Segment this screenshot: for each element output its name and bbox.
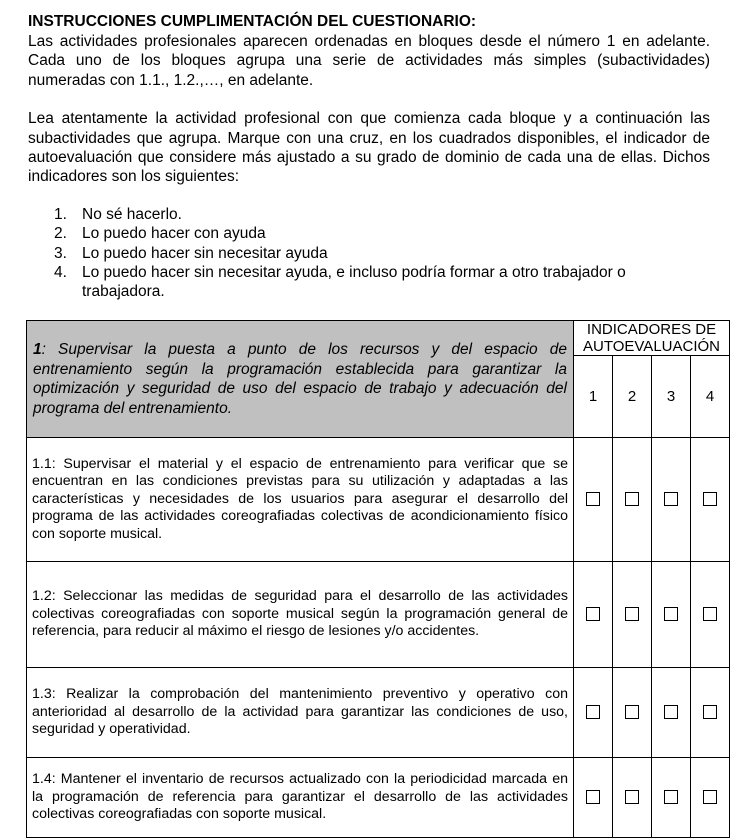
indicator-item — [54, 263, 710, 302]
indicator-number: 2. — [54, 225, 67, 243]
activity-header-cell — [27, 321, 574, 438]
column-header-4: 4 — [691, 356, 730, 438]
checkbox-cell — [691, 438, 730, 562]
activity-text: : Supervisar la puesta a punto de los recursos y del espacio de entrenamiento según la programación establecida para garantizar la optimización y seguridad de uso del espacio de trabajo y adecuación del programa del entrenamiento. — [33, 341, 567, 417]
indicators-header: INDICADORES DE AUTOEVALUACIÓN — [574, 321, 730, 356]
column-header-3: 3 — [652, 356, 691, 438]
indicator-number: 4. — [54, 264, 67, 282]
checkbox-cell — [613, 562, 652, 668]
self-evaluation-table — [26, 320, 730, 838]
checkbox-cell — [574, 562, 613, 668]
indicator-text: Lo puedo hacer con ayuda — [82, 225, 266, 243]
checkbox-cell — [691, 562, 730, 668]
checkbox-cell — [613, 438, 652, 562]
checkbox-2[interactable] — [625, 492, 639, 506]
checkbox-cell — [613, 758, 652, 838]
activity-code: 1 — [33, 341, 42, 358]
checkbox-3[interactable] — [664, 607, 678, 621]
table-row — [27, 562, 730, 668]
indicator-text: No sé hacerlo. — [82, 205, 182, 223]
checkbox-4[interactable] — [703, 705, 717, 719]
indicator-text: Lo puedo hacer sin necesitar ayuda — [82, 244, 328, 262]
instructions-paragraph-2: Lea atentamente la actividad profesional con que comienza cada bloque y a continuación las subactividades que agrupa. Marque con una cruz, en los cuadrados disponibles, el indicador de autoevaluación que considere más ajustado a su grado de dominio de cada una de ellas. Dichos indicadores son los siguientes: — [28, 110, 710, 186]
checkbox-cell — [652, 758, 691, 838]
subactivity-text: 1.4: Mantener el inventario de recursos actualizado con la periodicidad marcada en la programación de referencia para garantizar el desarrollo de las actividades colectivas coreografiadas con soporte musical. — [27, 758, 574, 838]
checkbox-cell — [574, 758, 613, 838]
checkbox-1[interactable] — [586, 790, 600, 804]
checkbox-cell — [613, 668, 652, 758]
checkbox-2[interactable] — [625, 607, 639, 621]
indicator-number: 1. — [54, 205, 67, 223]
subactivity-text: 1.2: Seleccionar las medidas de seguridad para el desarrollo de las actividades colectivas coreografiadas con soporte musical según la programación general de referencia, para reducir al máximo el riesgo de lesiones y/o accidentes. — [27, 562, 574, 668]
checkbox-3[interactable] — [664, 492, 678, 506]
checkbox-2[interactable] — [625, 790, 639, 804]
instructions-paragraph-1: Las actividades profesionales aparecen ordenadas en bloques desde el número 1 en adelante. Cada uno de los bloques agrupa una serie de actividades más simples (subactividades) numeradas con 1.1., 1.2.,…, en adelante. — [28, 33, 710, 89]
checkbox-1[interactable] — [586, 607, 600, 621]
indicator-item — [54, 224, 710, 243]
checkbox-cell — [652, 562, 691, 668]
checkbox-cell — [652, 438, 691, 562]
indicator-list — [28, 205, 710, 302]
indicator-item — [54, 244, 710, 263]
instructions-section — [28, 12, 710, 302]
column-header-2: 2 — [613, 356, 652, 438]
indicator-item — [54, 205, 710, 224]
checkbox-2[interactable] — [625, 705, 639, 719]
checkbox-cell — [574, 438, 613, 562]
subactivity-text: 1.3: Realizar la comprobación del mantenimiento preventivo y operativo con anterioridad al desarrollo de la actividad para garantizar las condiciones de uso, seguridad y operatividad. — [27, 668, 574, 758]
table-row — [27, 758, 730, 838]
indicator-number: 3. — [54, 244, 67, 262]
table-row — [27, 668, 730, 758]
checkbox-1[interactable] — [586, 705, 600, 719]
indicator-text: Lo puedo hacer sin necesitar ayuda, e incluso podría formar a otro trabajador o trabajadora. — [82, 264, 626, 301]
instructions-title: INSTRUCCIONES CUMPLIMENTACIÓN DEL CUESTIONARIO: — [28, 13, 477, 30]
checkbox-cell — [691, 758, 730, 838]
checkbox-cell — [574, 668, 613, 758]
column-header-1: 1 — [574, 356, 613, 438]
checkbox-4[interactable] — [703, 492, 717, 506]
table-row — [27, 438, 730, 562]
checkbox-4[interactable] — [703, 790, 717, 804]
checkbox-3[interactable] — [664, 705, 678, 719]
subactivity-text: 1.1: Supervisar el material y el espacio de entrenamiento para verificar que se encuentran en las condiciones previstas para su utilización y adaptadas a las características y necesidades de los usuarios para asegurar el desarrollo del programa de las actividades coreografiadas colectivas de acondicionamiento físico con soporte musical. — [27, 438, 574, 562]
checkbox-4[interactable] — [703, 607, 717, 621]
checkbox-1[interactable] — [586, 492, 600, 506]
checkbox-cell — [691, 668, 730, 758]
checkbox-cell — [652, 668, 691, 758]
checkbox-3[interactable] — [664, 790, 678, 804]
